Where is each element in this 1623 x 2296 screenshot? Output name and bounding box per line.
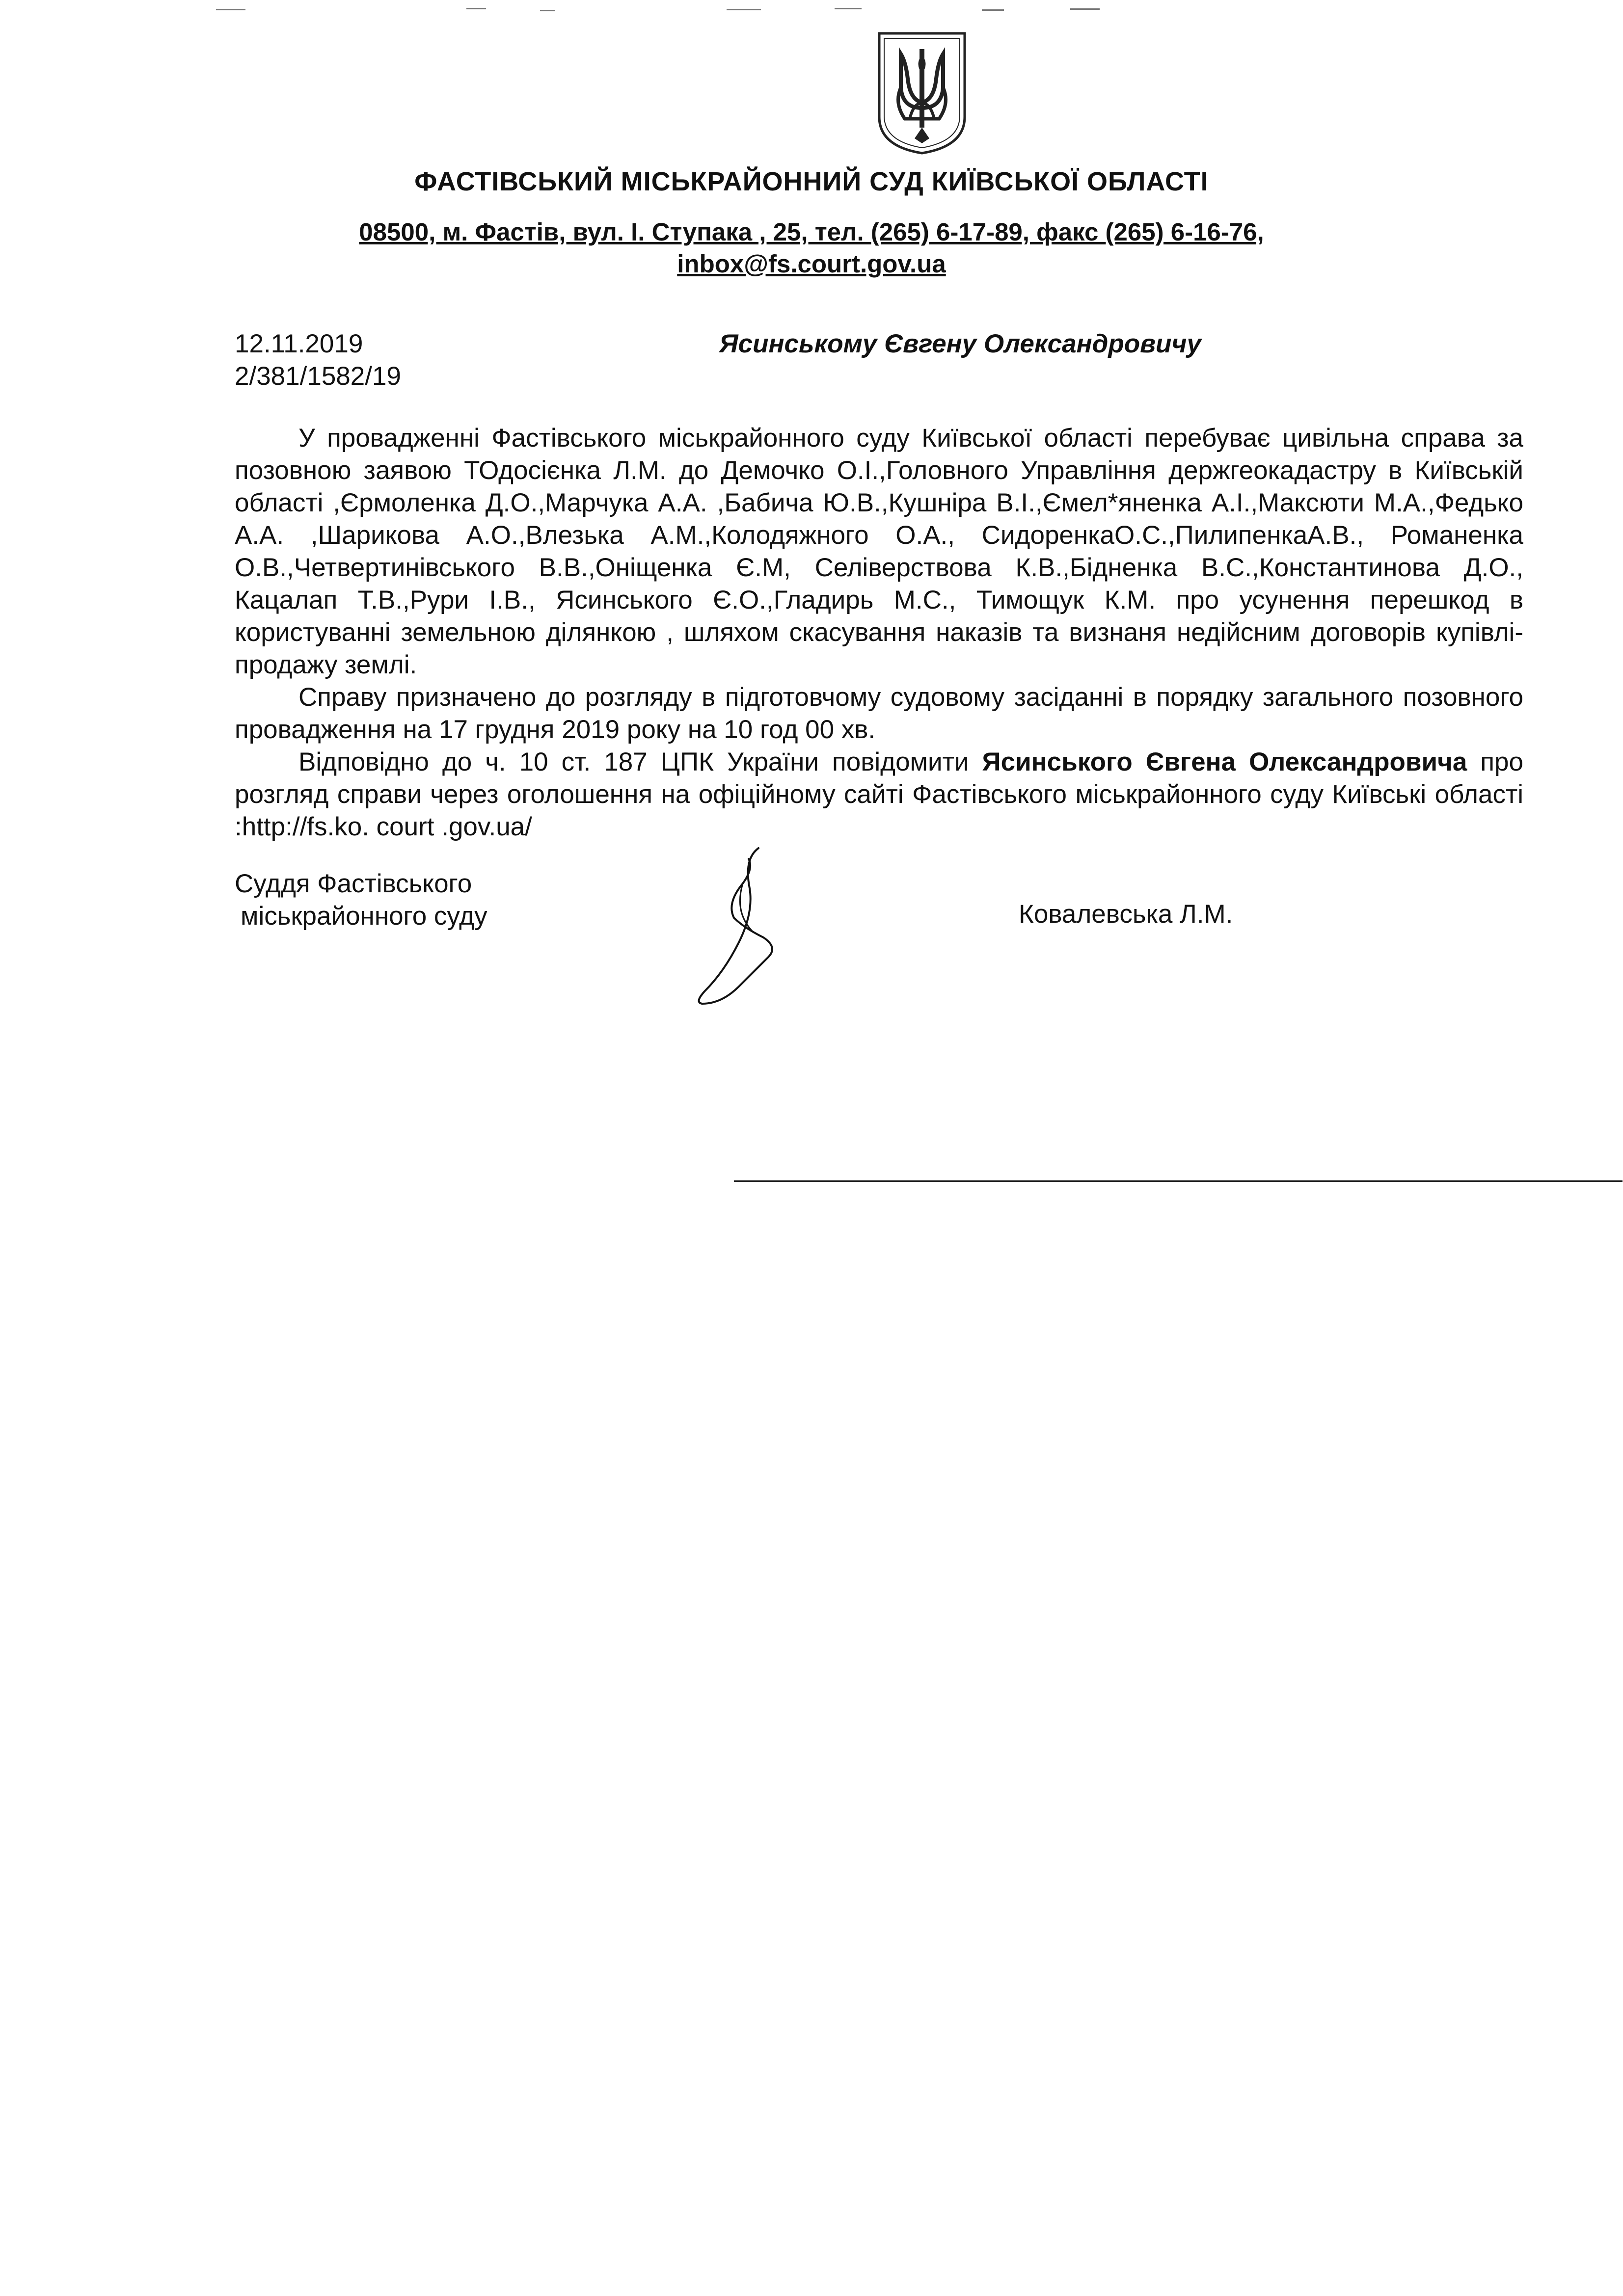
- handwritten-signature: [685, 844, 803, 1006]
- judge-title-line-2: міськрайонного суду: [241, 902, 487, 931]
- scan-artifact: [466, 8, 486, 9]
- judge-title-line-1: Суддя Фастівського: [235, 869, 472, 898]
- court-email: [0, 248, 1623, 280]
- scan-artifact: [1070, 8, 1100, 10]
- scan-artifact: [835, 8, 862, 9]
- defendant-name: Ясинського Євгена Олександровича: [982, 748, 1467, 776]
- court-email-text: inbox@fs.court.gov.ua: [677, 250, 946, 278]
- scan-artifact: [982, 9, 1004, 11]
- body-paragraph-3-end: про розгляд справи через оголошення на офіційному сайті Фастівського міськрайонного суду Київські області :http://fs.ko. court .gov.ua/: [235, 748, 1523, 841]
- addressee: Ясинському Євгену Олександровичу: [719, 329, 1201, 358]
- document-number: 2/381/1582/19: [235, 362, 401, 391]
- document-date: 12.11.2019: [235, 329, 363, 358]
- scan-artifact: [727, 9, 761, 10]
- horizontal-rule: [734, 1180, 1623, 1182]
- body-paragraph-3-start: Відповідно до ч. 10 ст. 187 ЦПК України повідомити: [298, 748, 969, 776]
- scan-artifact: [540, 10, 555, 11]
- court-address: 08500, м. Фастів, вул. І. Ступака , 25, тел. (265) 6-17-89, факс (265) 6-16-76,: [359, 218, 1264, 246]
- body-paragraph-3: [235, 746, 1523, 843]
- scan-artifact: [216, 9, 245, 10]
- judge-name: Ковалевська Л.М.: [1019, 900, 1233, 929]
- coat-of-arms-icon: [875, 29, 969, 156]
- body-paragraph-1: У провадженні Фастівського міськрайонного суду Київської області перебуває цивільна справа за позовною заявою ТОдосієнка Л.М. до Демочко О.І.,Головного Управління держгеокадастру в Київській області ,Єрмоленка Д.О.,Марчука А.А. ,Бабича Ю.В.,Кушніра В.І.,Ємел*яненка А.І.,Максюти М.А.,Федько А.А. ,Шарикова А.О.,Влезька А.М.,Колодяжного О.А., СидоренкаО.С.,ПилипенкаА.В., Романенка О.В.,Четвертинівського В.В.,Оніщенка Є.М, Селіверствова К.В.,Бідненка В.С.,Константинова Д.О., Кацалап Т.В.,Рури І.В., Ясинського Є.О.,Гладирь М.С., Тимощук К.М. про усунення перешкод в користуванні земельною ділянкою , шляхом скасування наказів та визнаня недійсним договорів купівлі- продажу землі.: [235, 424, 1523, 679]
- body-paragraph-2: Справу призначено до розгляду в підготовчому судовому засіданні в порядку загального позовного провадження на 17 грудня 2019 року на 10 год 00 хв.: [235, 683, 1523, 744]
- letter-body: [235, 422, 1523, 843]
- court-name: ФАСТІВСЬКИЙ МІСЬКРАЙОННИЙ СУД КИЇВСЬКОЇ ОБЛАСТІ: [414, 167, 1209, 196]
